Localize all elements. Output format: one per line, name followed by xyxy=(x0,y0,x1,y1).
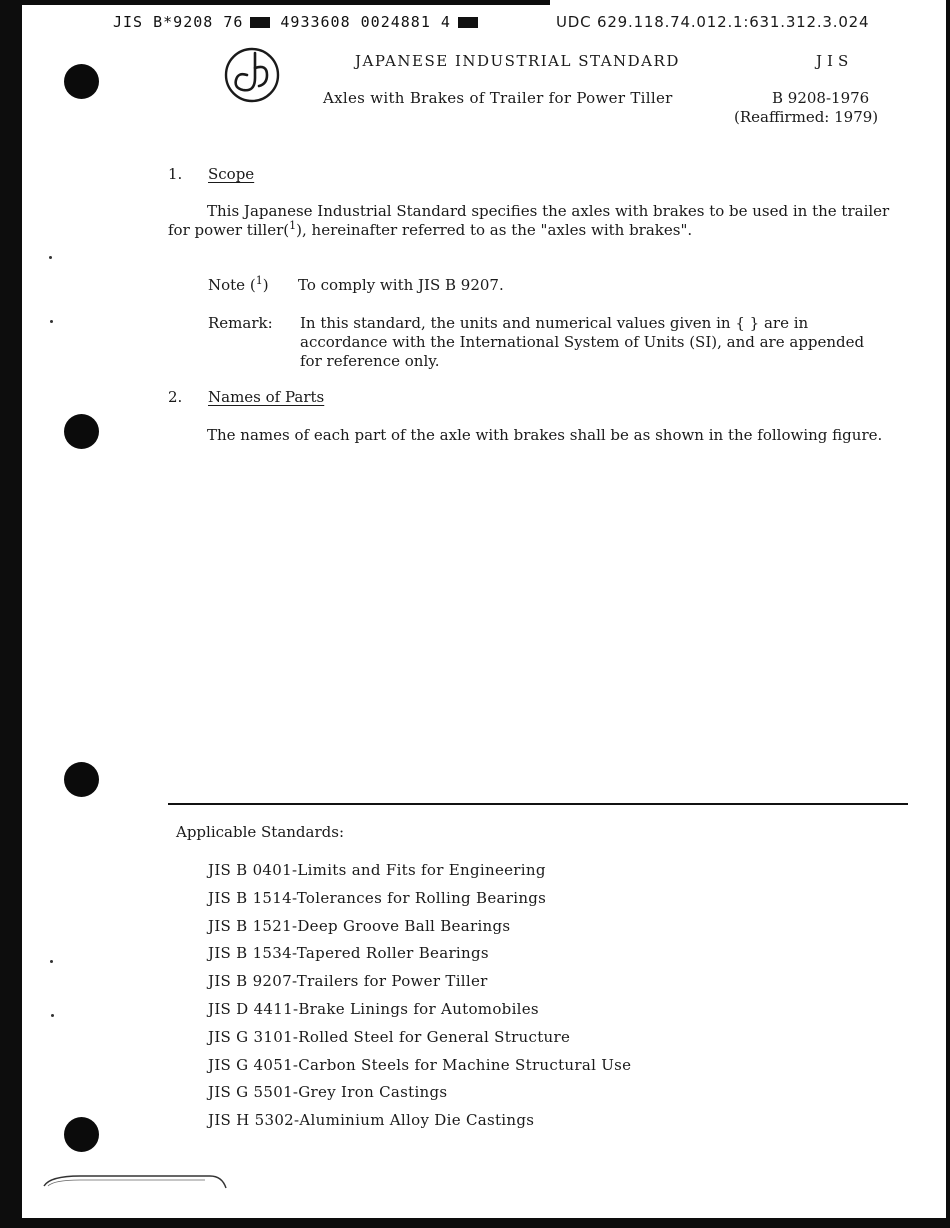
reaffirmed-date: (Reaffirmed: 1979) xyxy=(734,108,879,126)
section-title-names-of-parts: Names of Parts xyxy=(208,388,325,406)
scan-border-right xyxy=(946,0,950,1228)
scan-speck xyxy=(51,1014,54,1017)
note-label: Note ($^1$) xyxy=(208,274,269,294)
names-of-parts-paragraph: The names of each part of the axle with brakes shall be as shown in the following figure. xyxy=(207,426,883,444)
footnote-ref-1: 1 xyxy=(289,219,297,232)
scope-text-start: This Japanese Industrial Standard specifies the axles with brakes to be used in the trailer for power tiller xyxy=(168,202,890,239)
scan-speck xyxy=(50,320,53,323)
scan-border-top xyxy=(0,0,550,5)
document-title: Axles with Brakes of Trailer for Power Tiller xyxy=(323,89,673,107)
scan-border-left xyxy=(0,0,22,1228)
list-item: JIS D 4411-Brake Linings for Automobiles xyxy=(208,999,539,1018)
scope-paragraph: This Japanese Industrial Standard specifies the axles with brakes to be used in the trailer for power tiller($^1$), hereinafter referred to as the "axles with brakes". xyxy=(168,202,890,239)
redaction-block xyxy=(458,17,478,28)
list-item: JIS B 9207-Trailers for Power Tiller xyxy=(208,972,488,991)
scope-text-end: , hereinafter referred to as the "axles with brakes". xyxy=(302,221,693,239)
catalog-code: JIS B*9208 76 xyxy=(113,13,244,31)
list-item: JIS B 1521-Deep Groove Ball Bearings xyxy=(208,916,511,935)
list-item: JIS G 4051-Carbon Steels for Machine Structural Use xyxy=(208,1055,632,1074)
note-text: To comply with JIS B 9207. xyxy=(298,276,504,294)
footnote-divider xyxy=(168,803,908,805)
binder-hole-icon xyxy=(64,64,99,99)
redaction-block xyxy=(250,17,270,28)
binder-hole-icon xyxy=(64,414,99,449)
applicable-standards-heading: Applicable Standards: xyxy=(176,823,344,841)
list-item: JIS H 5302-Aluminium Alloy Die Castings xyxy=(208,1111,535,1130)
barcode-number: 4933608 0024881 4 xyxy=(280,13,451,31)
list-item: JIS B 0401-Limits and Fits for Engineering xyxy=(208,861,546,879)
list-item: JIS B 1534-Tapered Roller Bearings xyxy=(208,944,489,963)
list-item: JIS G 5501-Grey Iron Castings xyxy=(208,1083,448,1102)
remark-text: In this standard, the units and numerical values given in { } are in accordance with the International System of Units (SI), and are appended for reference only. xyxy=(300,314,865,370)
section-number: 2. xyxy=(168,388,183,406)
list-item: JIS G 3101-Rolled Steel for General Structure xyxy=(208,1027,571,1046)
scan-border-bottom xyxy=(0,1218,950,1228)
binder-hole-icon xyxy=(64,762,99,797)
scan-speck xyxy=(49,256,52,259)
jis-mark: JIS xyxy=(816,52,854,70)
udc-code: UDC 629.118.74.012.1:631.312.3.024 xyxy=(556,13,870,31)
list-item: JIS B 1514-Tolerances for Rolling Bearings xyxy=(208,888,547,907)
standard-number: B 9208-1976 xyxy=(772,89,870,107)
section-number: 1. xyxy=(168,165,183,183)
section-title-scope: Scope xyxy=(208,165,255,183)
remark-label: Remark: xyxy=(208,314,273,332)
jis-logo-icon xyxy=(221,44,283,106)
catalog-header xyxy=(113,12,488,32)
page-curl-mark xyxy=(40,1172,230,1200)
scan-speck xyxy=(50,960,53,963)
binder-hole-icon xyxy=(64,1117,99,1152)
applicable-standards-list xyxy=(208,860,631,1138)
organization-title: JAPANESE INDUSTRIAL STANDARD xyxy=(355,52,680,70)
